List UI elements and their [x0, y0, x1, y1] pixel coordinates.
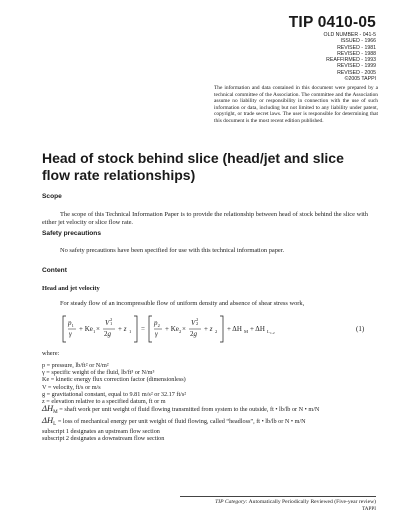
definition-item: z = elevation relative to a specified datum, ft or m	[42, 398, 166, 406]
svg-text:1-2: 1-2	[270, 331, 275, 335]
svg-text:+ Ke: + Ke	[79, 325, 93, 333]
scope-text: The scope of this Technical Information Paper is to provide the relationship between head of stock behind the slice with either jet velocity or slice flow rate.	[42, 211, 368, 226]
definition-list	[42, 362, 372, 443]
definition-item: p = pressure, lb/ft² or N/m²	[42, 362, 109, 369]
svg-text:γ: γ	[155, 330, 158, 338]
safety-heading: Safety precautions	[42, 230, 101, 237]
footer-divider	[180, 496, 376, 497]
svg-text:2: 2	[196, 321, 199, 326]
svg-text:2: 2	[179, 329, 182, 334]
svg-text:+ ΔH: + ΔH	[227, 325, 242, 333]
copyright-line: ©2005 TAPPI	[344, 76, 376, 83]
flow-text: For steady flow of an incompressible flow of uniform density and absence of shear stress work,	[60, 300, 305, 307]
svg-text:+ z: + z	[204, 325, 213, 333]
svg-text:+ z: + z	[118, 325, 127, 333]
safety-text: No safety precautions have been specified for use with this technical information paper.	[60, 247, 285, 254]
svg-text:×: ×	[96, 325, 100, 333]
svg-text:p: p	[154, 319, 158, 327]
svg-text:2: 2	[215, 329, 218, 334]
where-label: where:	[42, 350, 60, 357]
svg-text:+ ΔH: + ΔH	[250, 325, 265, 333]
delta-hl-symbol: ΔH	[42, 414, 54, 425]
revision-line: REVISED - 1988	[337, 50, 376, 57]
footer-category	[180, 499, 376, 505]
svg-text:1: 1	[71, 323, 74, 328]
svg-text:1: 1	[93, 329, 96, 334]
page-title: Head of stock behind slice (head/jet and slice flow rate relationships)	[42, 150, 344, 183]
svg-text:γ: γ	[69, 330, 72, 338]
revision-line: REVISED - 2005	[337, 69, 376, 76]
svg-text:2: 2	[157, 323, 160, 328]
svg-text:2: 2	[110, 317, 113, 322]
definition-item: Ke = kinetic energy flux correction factor (dimensionless)	[42, 376, 186, 384]
svg-text:×: ×	[182, 325, 186, 333]
equation-number: (1)	[356, 325, 365, 333]
svg-text:V: V	[191, 319, 196, 327]
bernoulli-equation	[60, 313, 370, 345]
footer-category-value: Automatically Periodically Reviewed (Five-year review)	[248, 499, 376, 505]
revision-line: OLD NUMBER - 041-5	[323, 32, 376, 38]
delta-hm-symbol: ΔH	[42, 403, 54, 414]
revision-history	[324, 32, 376, 82]
subscript-note: subscript 1 designates an upstream flow section	[42, 428, 160, 436]
delta-hm-subscript: M	[53, 409, 58, 416]
definition-item-delta-hm	[42, 405, 372, 416]
definition-item: V = velocity, ft/s or m/s	[42, 383, 101, 391]
svg-text:+ Ke: + Ke	[165, 325, 179, 333]
definition-item: γ = specific weight of the fluid, lb/ft³ or N/m³	[42, 369, 155, 377]
delta-hm-text: = shaft work per unit weight of fluid flowing transmitted from system to the outside, ft • lb/lb or N • m/N	[57, 406, 320, 414]
footer-category-label: TIP Category:	[215, 499, 248, 505]
footer-org: TAPPI	[362, 506, 376, 512]
svg-text:2g: 2g	[190, 330, 197, 338]
svg-text:=: =	[141, 325, 145, 333]
delta-hl-subscript: L	[53, 420, 57, 427]
svg-text:L: L	[267, 329, 270, 334]
revision-line: ISSUED - 1966	[340, 38, 376, 45]
scope-heading: Scope	[42, 193, 62, 200]
definition-item-delta-hl	[42, 414, 372, 428]
svg-text:2: 2	[196, 317, 199, 322]
revision-line: REVISED - 1999	[337, 63, 376, 70]
svg-text:1: 1	[129, 329, 132, 334]
subscript-note: subscript 2 designates a downstream flow section	[42, 435, 165, 443]
tip-number: TIP 0410-05	[288, 14, 376, 31]
svg-text:p: p	[68, 319, 72, 327]
disclaimer: The information and data contained in this document were prepared by a technical committee of the Association. The committee and the Association assume no liability or responsibility in connection with the use of such information or data, including but not limited to any liability under patent, copyright, or trade secret laws. The user is responsible for determining that this document is the most recent edition published.	[214, 85, 378, 124]
definition-item: g = gravitational constant, equal to 9.81 m/s² or 32.17 ft/s²	[42, 390, 187, 398]
svg-text:2g: 2g	[104, 330, 111, 338]
revision-line: REVISED - 1981	[337, 44, 376, 51]
svg-text:1: 1	[110, 321, 113, 326]
delta-hl-text: = loss of mechanical energy per unit weight of fluid flowing, called “headloss”, ft • lb/lb or N • m/N	[56, 417, 306, 425]
subheading-head-jet: Head and jet velocity	[42, 285, 100, 292]
revision-line: REAFFIRMED - 1993	[326, 57, 376, 64]
content-heading: Content	[42, 267, 67, 274]
svg-text:M: M	[244, 329, 249, 334]
svg-text:V: V	[105, 319, 110, 327]
